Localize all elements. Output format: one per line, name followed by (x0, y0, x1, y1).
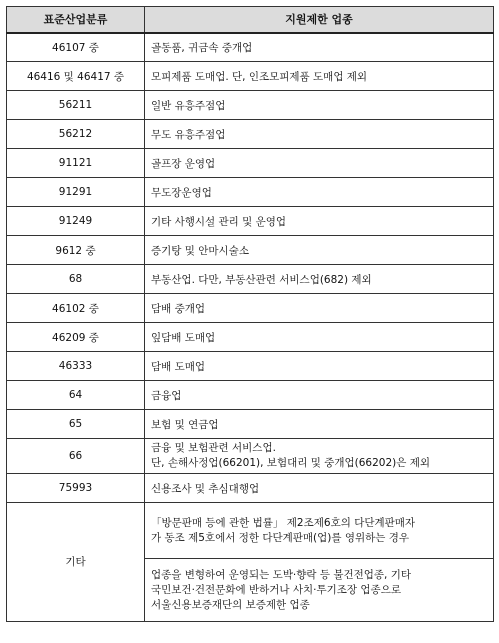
table-row (7, 294, 494, 323)
table-row (7, 33, 494, 62)
industry-code-cell: 46209 중 (7, 323, 145, 352)
industry-desc-cell: 골프장 운영업 (145, 149, 494, 178)
industry-desc-cell (145, 439, 494, 474)
table-row (7, 352, 494, 381)
table-body (7, 33, 494, 622)
table-row (7, 178, 494, 207)
desc-line: 국민보건·건전문화에 반하거나 사치·투기조장 업종으로 (151, 583, 401, 596)
industry-desc-cell: 모피제품 도매업. 단, 인조모피제품 도매업 제외 (145, 62, 494, 91)
other-desc-cell (145, 559, 494, 622)
industry-desc-cell: 보험 및 연금업 (145, 410, 494, 439)
industry-code-cell: 65 (7, 410, 145, 439)
industry-desc-cell: 일반 유흥주점업 (145, 91, 494, 120)
desc-line: 가 동조 제5호에서 정한 다단계판매(업)를 영위하는 경우 (151, 531, 410, 544)
table-row (7, 410, 494, 439)
industry-desc-cell: 담배 도매업 (145, 352, 494, 381)
industry-desc-cell: 부동산업. 다만, 부동산관련 서비스업(682) 제외 (145, 265, 494, 294)
industry-desc-cell: 무도 유흥주점업 (145, 120, 494, 149)
industry-desc-cell: 금융업 (145, 381, 494, 410)
header-restricted-industry: 지원제한 업종 (145, 7, 494, 33)
industry-desc-cell: 무도장운영업 (145, 178, 494, 207)
table-row (7, 323, 494, 352)
table-row (7, 265, 494, 294)
industry-code-cell: 9612 중 (7, 236, 145, 265)
industry-code-cell: 66 (7, 439, 145, 474)
industry-code-cell: 91291 (7, 178, 145, 207)
table-row (7, 474, 494, 503)
desc-line: 업종을 변형하여 운영되는 도박·향락 등 불건전업종, 기타 (151, 568, 411, 581)
table-row (7, 236, 494, 265)
industry-code-cell: 91121 (7, 149, 145, 178)
table-header-row (7, 7, 494, 33)
industry-code-cell: 75993 (7, 474, 145, 503)
industry-desc-cell: 잎담배 도매업 (145, 323, 494, 352)
other-desc-cell (145, 503, 494, 559)
table-row (7, 62, 494, 91)
industry-code-cell: 56211 (7, 91, 145, 120)
desc-line: 「방문판매 등에 관한 법률」 제2조제6호의 다단계판매자 (151, 516, 416, 529)
header-industry-code: 표준산업분류 (7, 7, 145, 33)
industry-desc-cell: 증기탕 및 안마시술소 (145, 236, 494, 265)
industry-code-cell: 46102 중 (7, 294, 145, 323)
table-row-other (7, 503, 494, 559)
industry-desc-cell: 신용조사 및 추심대행업 (145, 474, 494, 503)
industry-code-cell: 46416 및 46417 중 (7, 62, 145, 91)
industry-desc-cell: 기타 사행시설 관리 및 운영업 (145, 207, 494, 236)
desc-line: 금융 및 보험관련 서비스업. (151, 442, 276, 454)
desc-line: 서울신용보증재단의 보증제한 업종 (151, 598, 310, 611)
table-row (7, 207, 494, 236)
desc-line: 단, 손해사정업(66201), 보험대리 및 중개업(66202)은 제외 (151, 457, 430, 469)
restricted-industries-table (6, 6, 494, 622)
table-row (7, 439, 494, 474)
table-row (7, 120, 494, 149)
table-row (7, 149, 494, 178)
other-code-cell: 기타 (7, 503, 145, 622)
table-row (7, 381, 494, 410)
industry-desc-cell: 골동품, 귀금속 중개업 (145, 33, 494, 62)
industry-code-cell: 64 (7, 381, 145, 410)
industry-code-cell: 91249 (7, 207, 145, 236)
table-row (7, 91, 494, 120)
industry-code-cell: 46107 중 (7, 33, 145, 62)
industry-code-cell: 56212 (7, 120, 145, 149)
industry-code-cell: 68 (7, 265, 145, 294)
industry-code-cell: 46333 (7, 352, 145, 381)
industry-desc-cell: 담배 중개업 (145, 294, 494, 323)
